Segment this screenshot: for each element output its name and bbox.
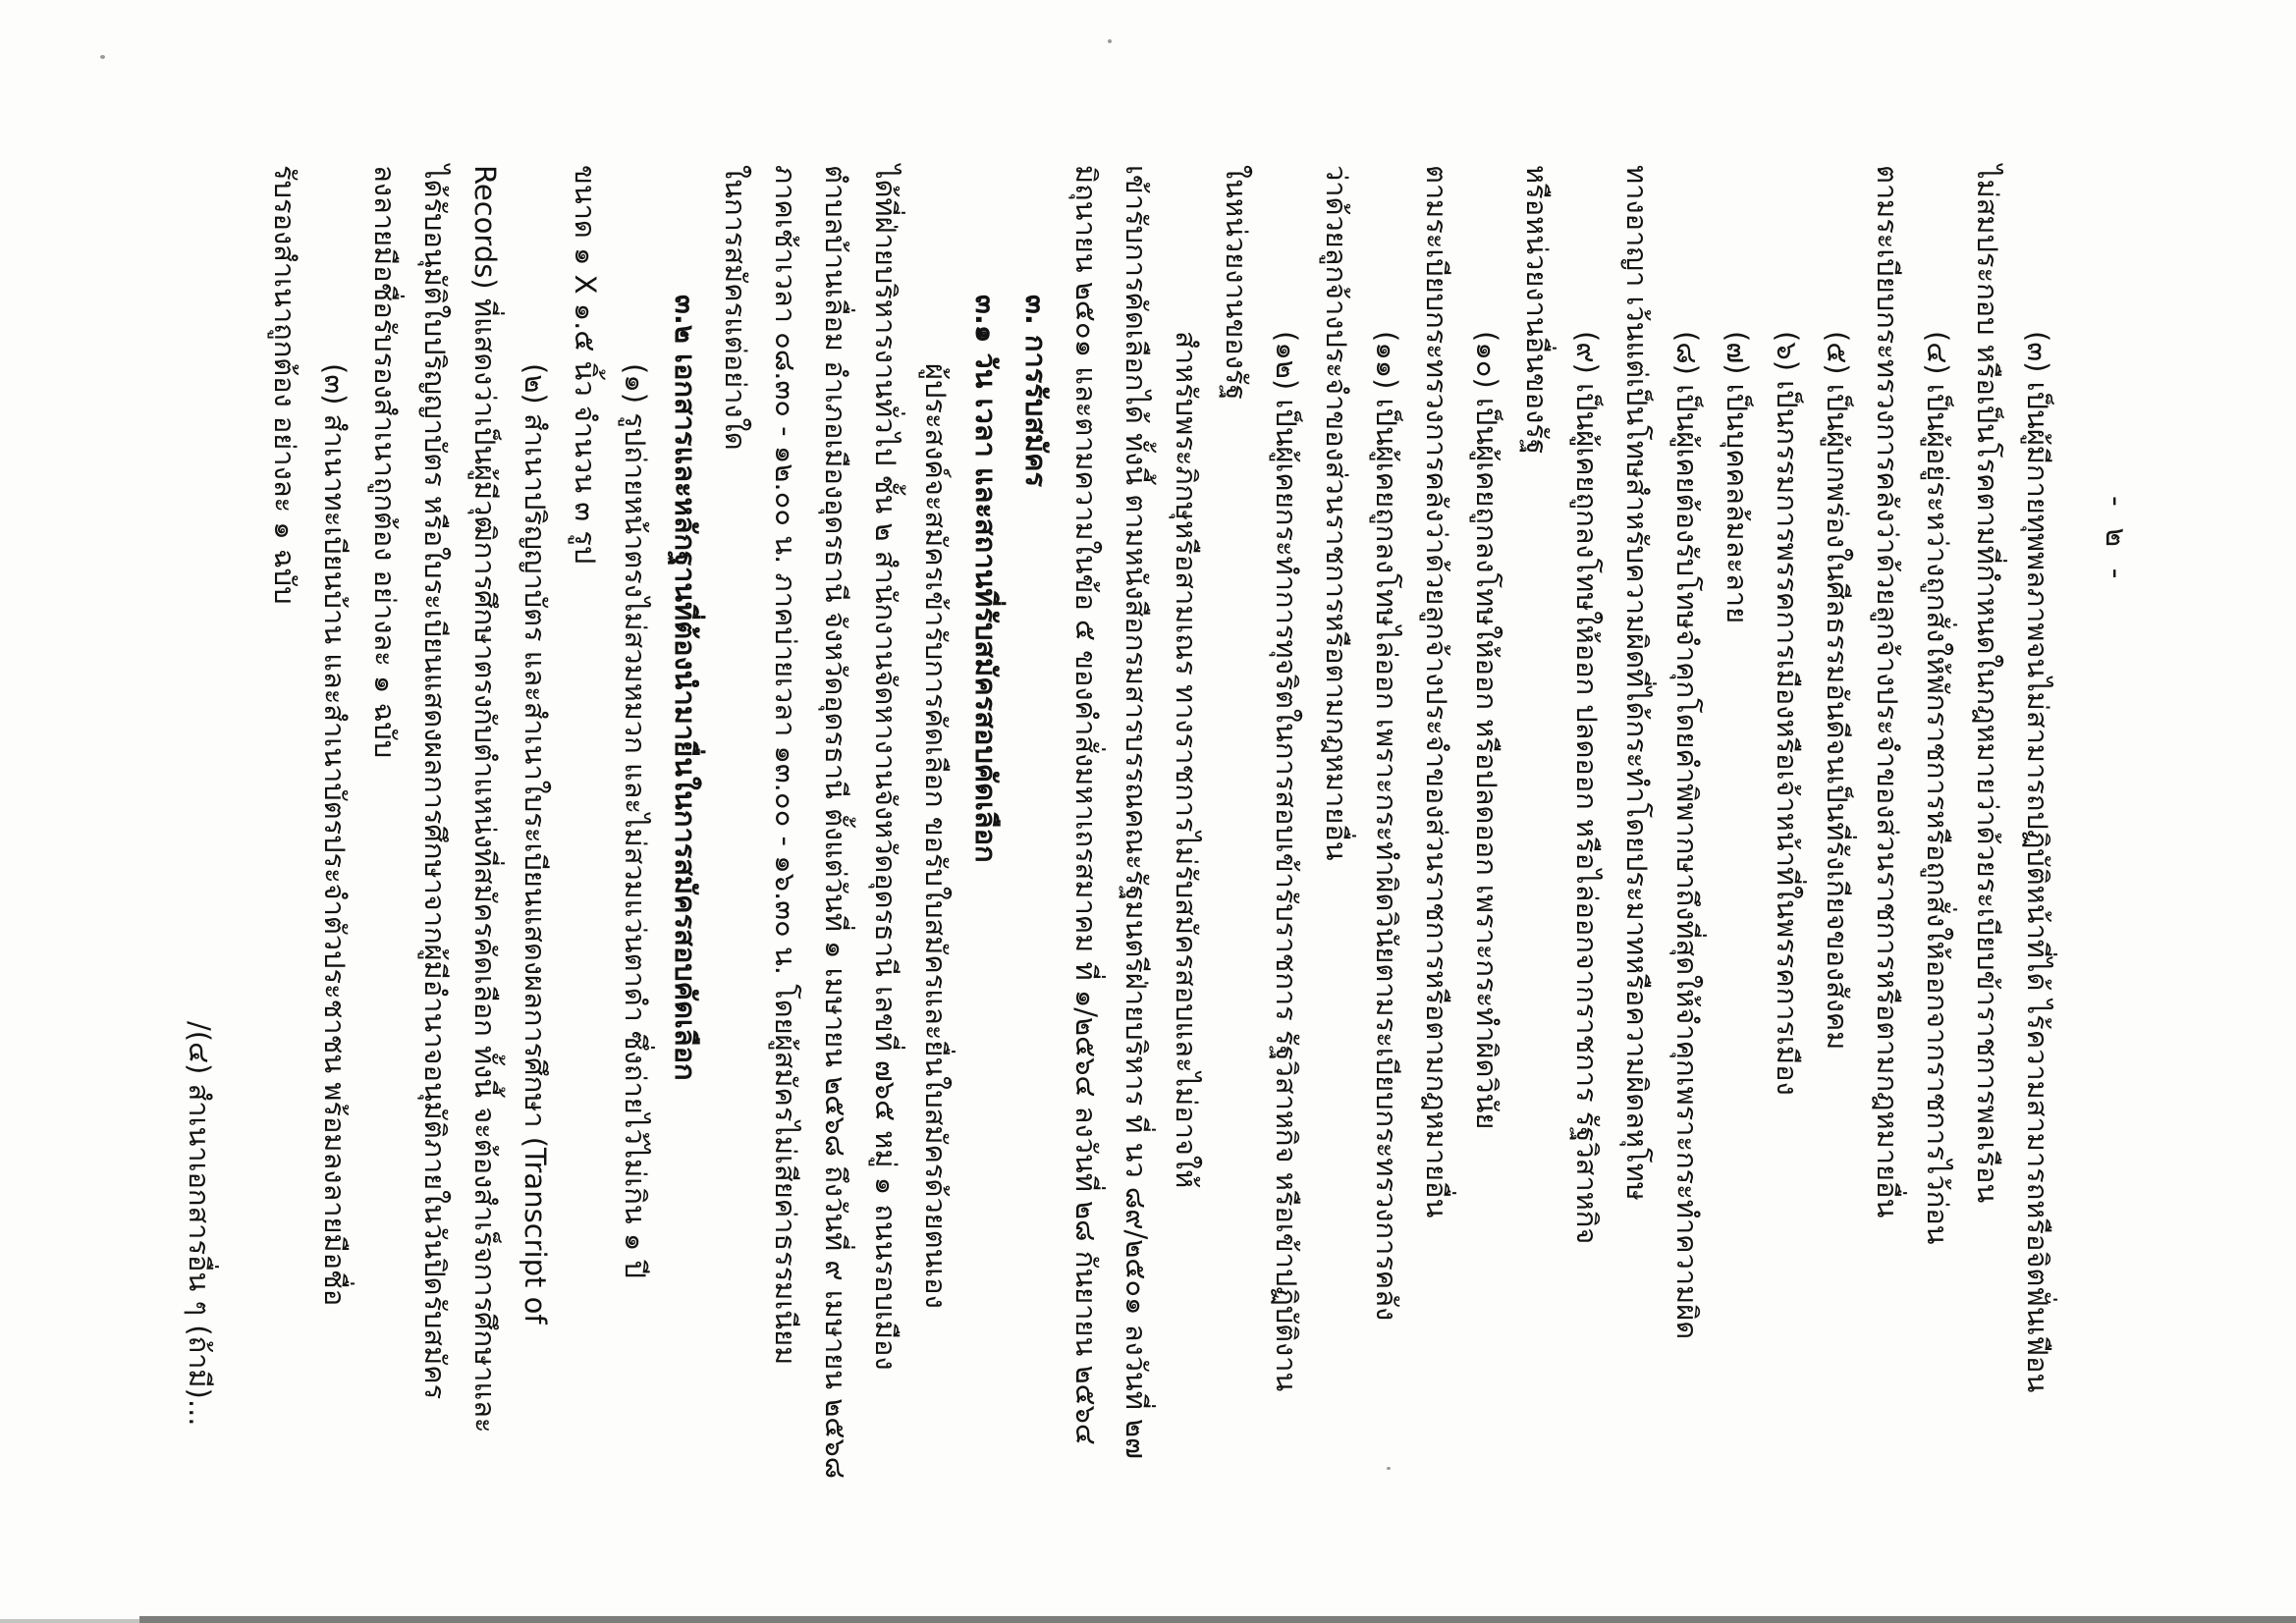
document-line: หรือหน่วยงานอื่นของรัฐ bbox=[1520, 165, 1554, 455]
document-line: (๓) สำเนาทะเบียนบ้าน และสำเนาบัตรประจำตัวประชาชน พร้อมลงลายมือชื่อ bbox=[318, 363, 352, 1307]
scan-speck bbox=[1387, 1467, 1391, 1470]
scanner-edge-light bbox=[0, 1619, 139, 1623]
document-line: (๘) เป็นผู้เคยต้องรับโทษจำคุกโดยคำพิพากษาถึงที่สุดให้จำคุกเพราะกระทำความผิด bbox=[1670, 331, 1704, 1340]
document-line: เข้ารับการคัดเลือกได้ ทั้งนี้ ตามหนังสือกรมสารบรรณคณะรัฐมนตรีฝ่ายบริหาร ที่ นว ๘๙/๒๕๐๑ ลงวันที่ ๒๗ bbox=[1120, 165, 1153, 1459]
document-line: (๑) รูปถ่ายหน้าตรงไม่สวมหมวก และไม่สวมแว่นตาดำ ซึ่งถ่ายไว้ไม่เกิน ๑ ปี bbox=[619, 363, 652, 1278]
document-line: ลงลายมือชื่อรับรองสำเนาถูกต้อง อย่างละ ๑ ฉบับ bbox=[368, 165, 402, 759]
document-line: ตามระเบียบกระทรวงการคลังว่าด้วยลูกจ้างประจำของส่วนราชการหรือตามกฎหมายอื่น bbox=[1420, 165, 1453, 1218]
document-line: (๔) เป็นผู้อยู่ระหว่างถูกสั่งให้พักราชการหรือถูกสั่งให้ออกจากราชการไว้ก่อน bbox=[1921, 331, 1954, 1245]
document-line: ตำบลบ้านเลื่อม อำเภอเมืองอุดรธานี จังหวัดอุดรธานี ตั้งแต่วันที่ ๑ เมษายน ๒๕๖๘ ถึงวันที่ ๙ เมษายน ๒๕๖๘ bbox=[819, 165, 852, 1480]
document-line: (๖) เป็นกรรมการพรรคการเมืองหรือเจ้าหน้าที่ในพรรคการเมือง bbox=[1771, 331, 1804, 1096]
document-line: (๑๐) เป็นผู้เคยถูกลงโทษให้ออก หรือปลดออก เพราะกระทำผิดวินัย bbox=[1470, 331, 1503, 1130]
document-line: (๓) เป็นผู้มีกายทุพพลภาพจนไม่สามารถปฏิบัติหน้าที่ได้ ไร้ความสามารถหรือจิตฟั่นเฟือน bbox=[2021, 331, 2054, 1393]
scanner-edge-shadow bbox=[139, 1616, 2296, 1623]
document-line: มิถุนายน ๒๕๐๑ และตามความในข้อ ๕ ของคำสั่งมหาเถรสมาคม ที่ ๑/๒๕๖๔ ลงวันที่ ๒๘ กันยายน ๒๕๖๔ bbox=[1069, 165, 1103, 1445]
document-line: (๒) สำเนาปริญญาบัตร และสำเนาใบระเบียนแสดงผลการศึกษา (Transcript of bbox=[519, 363, 552, 1325]
document-line: รับรองสำเนาถูกต้อง อย่างละ ๑ ฉบับ bbox=[268, 165, 301, 605]
document-line: ในการสมัครแต่อย่างใด bbox=[719, 165, 752, 451]
document-line: (๗) เป็นบุคคลล้มละลาย bbox=[1721, 331, 1754, 624]
scan-speck bbox=[100, 55, 105, 59]
document-line: ขนาด ๑ X ๑.๕ นิ้ว จำนวน ๓ รูป bbox=[569, 165, 602, 565]
document-line: (๑๑) เป็นผู้เคยถูกลงโทษไล่ออก เพราะกระทำผิดวินัยตามระเบียบกระทรวงการคลัง bbox=[1370, 331, 1403, 1322]
document-line: ทางอาญา เว้นแต่เป็นโทษสำหรับความผิดที่ได้กระทำโดยประมาทหรือความผิดลหุโทษ bbox=[1620, 165, 1654, 1201]
document-line: (๙) เป็นผู้เคยถูกลงโทษให้ออก ปลดออก หรือไล่ออกจากราชการ รัฐวิสาหกิจ bbox=[1570, 331, 1604, 1245]
document-line: ไม่สมประกอบ หรือเป็นโรคตามที่กำหนดในกฎหมายว่าด้วยระเบียบข้าราชการพลเรือน bbox=[1971, 165, 2004, 1204]
document-line: (๑๒) เป็นผู้เคยกระทำการทุจริตในการสอบเข้ารับราชการ รัฐวิสาหกิจ หรือเข้าปฏิบัติงาน bbox=[1270, 331, 1303, 1392]
document-line: ในหน่วยงานของรัฐ bbox=[1220, 165, 1253, 401]
document-line: ๓.๒ เอกสารและหลักฐานที่ต้องนำมายื่นในการสมัครสอบคัดเลือก bbox=[669, 295, 702, 1081]
document-line: ผู้ประสงค์จะสมัครเข้ารับการคัดเลือก ขอรับใบสมัครและยื่นใบสมัครด้วยตนเอง bbox=[919, 363, 953, 1309]
document-line: ภาคเช้าเวลา ๐๘.๓๐ - ๑๒.๐๐ น. ภาคบ่ายเวลา ๑๓.๐๐ - ๑๖.๓๐ น. โดยผู้สมัครไม่เสียค่าธรรมเนียม bbox=[769, 165, 802, 1366]
document-line: ๓. การรับสมัคร bbox=[1019, 295, 1053, 488]
document-line: ๓.๑ วัน เวลา และสถานที่รับสมัครสอบคัดเลือก bbox=[969, 295, 1003, 863]
catchword-next-page: /(๔) สำเนาเอกสารอื่น ๆ (ถ้ามี)... bbox=[183, 1021, 216, 1427]
document-line: ตามระเบียบกระทรวงการคลังว่าด้วยลูกจ้างประจำของส่วนราชการหรือตามกฎหมายอื่น bbox=[1871, 165, 1904, 1218]
page-number: - ๒ - bbox=[2099, 496, 2133, 585]
document-line: สำหรับพระภิกษุหรือสามเณร ทางราชการไม่รับสมัครสอบและไม่อาจให้ bbox=[1170, 331, 1203, 1189]
document-line: ว่าด้วยลูกจ้างประจำของส่วนราชการหรือตามกฎหมายอื่น bbox=[1320, 165, 1353, 861]
document-line: ได้ที่ฝ่ายบริหารงานทั่วไป ชั้น ๒ สำนักงานจัดหางานจังหวัดอุดรธานี เลขที่ ๗๖๕ หมู่ ๑ ถนนรอบเมือง bbox=[869, 165, 902, 1371]
document-line: (๕) เป็นผู้บกพร่องในศีลธรรมอันดีจนเป็นที่รังเกียจของสังคม bbox=[1821, 331, 1854, 1051]
document-line: ได้รับอนุมัติใบปริญญาบัตร หรือใบระเบียนแสดงผลการศึกษาจากผู้มีอำนาจอนุมัติภายในวันปิดรับสมัคร bbox=[418, 165, 452, 1400]
document-line: Records) ที่แสดงว่าเป็นผู้มีวุฒิการศึกษาตรงกับตำแหน่งที่สมัครคัดเลือก ทั้งนี้ จะต้องสำเร็จการศึกษาและ bbox=[468, 165, 502, 1434]
scan-speck bbox=[1108, 39, 1112, 43]
